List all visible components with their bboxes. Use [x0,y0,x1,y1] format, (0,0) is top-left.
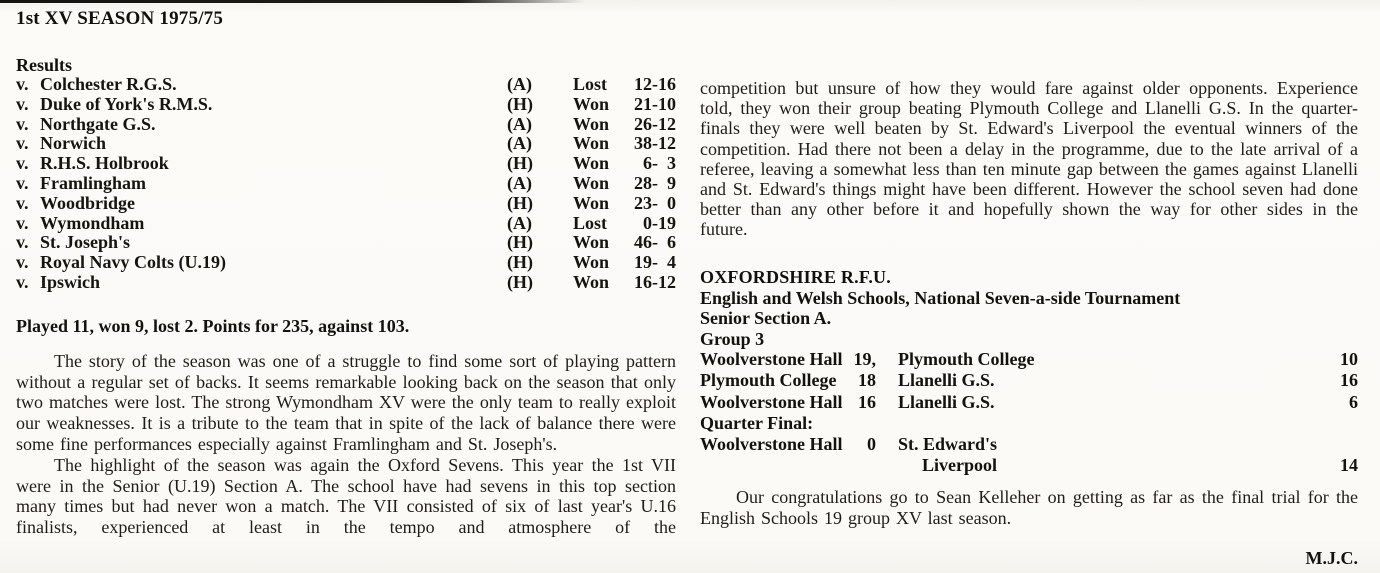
venue: (A) [507,113,532,134]
score [625,115,676,135]
versus-label: v. [16,113,29,134]
score-separator: - [652,192,658,213]
venue: (H) [507,252,533,273]
outcome: Won [573,232,610,253]
oxfordshire-heading: OXFORDSHIRE R.F.U. [700,266,891,287]
versus-label: v. [16,74,29,94]
score [625,273,676,293]
versus-label: v. [16,212,29,233]
points-for: 46 [634,232,652,253]
outcome: Won [573,133,610,154]
season-paragraph-1: The story of the season was one of a struggle to find some sort of playing pattern without a regular set of backs. It seems remarkable looking back on the season that only two matches were lost. The strong Wymondham XV were the only team to really exploit our weaknesses. It is a tribute to the team that in spite of the lack of balance there were some fine performances especially against Framlingham and St. Joseph's. [16,350,676,454]
opponent-name: Northgate G.S. [40,113,156,134]
venue: (A) [507,133,532,154]
opponent-name: Colchester R.G.S. [40,74,177,94]
away-team: St. Edward's [898,433,998,454]
away-team: Llanelli G.S. [898,391,995,412]
score [625,95,676,115]
away-score: 6 [1349,391,1358,412]
points-for: 19 [634,252,652,273]
points-for: 12 [634,74,652,94]
outcome: Won [573,113,610,134]
away-team: Plymouth College [898,349,1035,370]
score [625,253,676,273]
result-row [16,273,676,293]
venue: (H) [507,232,533,253]
score [625,194,676,214]
points-against: 9 [667,172,676,193]
opponent-name: Duke of York's R.M.S. [40,93,213,114]
points-for: 26 [634,113,652,134]
home-team: Woolverstone Hall [700,349,843,370]
score-separator: - [652,153,658,174]
points-against: 16 [658,74,676,94]
result-row [16,233,676,253]
result-row [16,253,676,273]
result-row [16,194,676,214]
venue: (H) [507,271,533,292]
tournament-subheading: English and Welsh Schools, National Seven-a-side Tournament [700,287,1181,308]
quarter-final-row [700,434,1358,455]
opponent-name: Royal Navy Colts (U.19) [40,252,226,273]
continuation-paragraph: competition but unsure of how they would fare against older opponents. Experience told, they won their group beating Plymouth College and Llanelli G.S. In the quarter-finals they were well beaten by St. Edward's Liverpool the eventual winners of the competition. Had there not been a delay in the programme, due to the late arrival of a referee, leaving a somewhat less than ten minute gap between the games against Llanelli and St. Edward's things might have been different. However the school seven had done better than any other before it and hopefully shown the way for other sides in the future. [700,78,1358,240]
points-for: 0 [643,212,652,233]
score-separator: - [652,271,658,292]
score [625,134,676,154]
points-against: 12 [658,113,676,134]
results-heading: Results [16,55,73,75]
points-against: 3 [667,153,676,174]
score [625,75,676,95]
result-row [16,214,676,234]
senior-section-label: Senior Section A. [700,308,832,329]
opponent-name: Framlingham [40,172,146,193]
score [625,214,676,234]
outcome: Won [573,271,610,292]
versus-label: v. [16,232,29,253]
score-separator: - [652,212,658,233]
outcome: Won [573,153,610,174]
group-result-row [700,349,1358,370]
opponent-name: R.H.S. Holbrook [40,153,169,174]
venue: (A) [507,212,532,233]
author-initials: M.J.C. [1305,548,1358,569]
outcome: Won [573,192,610,213]
venue: (A) [507,74,532,94]
away-team-second-line: Liverpool [922,455,997,476]
versus-label: v. [16,271,29,292]
versus-label: v. [16,192,29,213]
versus-label: v. [16,172,29,193]
home-team: Plymouth College [700,370,837,391]
quarter-final-row-continued [700,455,1358,476]
home-team: Woolverstone Hall [700,391,843,412]
group-result-row [700,392,1358,413]
points-for: 38 [634,133,652,154]
opponent-name: Ipswich [40,271,101,292]
points-for: 21 [634,93,652,114]
result-row [16,95,676,115]
venue: (A) [507,172,532,193]
season-summary: Played 11, won 9, lost 2. Points for 235, against 103. [16,315,410,336]
versus-label: v. [16,133,29,154]
left-column [16,8,676,538]
points-for: 6 [643,153,652,174]
venue: (H) [507,153,533,174]
season-paragraph-2: The highlight of the season was again the Oxford Sevens. This year the 1st VII were in the Senior (U.19) Section A. The school have had sevens in this top section many times but had never won a match. The VII consisted of six of last year's U.16 finalists, experienced at least in the tempo and atmosphere of the [16,454,676,538]
page-title: 1st XV SEASON 1975/75 [16,8,224,29]
home-score: 19, [853,349,876,370]
score [625,174,676,194]
opponent-name: St. Joseph's [40,232,131,253]
points-for: 23 [634,192,652,213]
opponent-name: Woodbridge [40,192,136,213]
right-column [700,78,1358,569]
away-score: 16 [1340,370,1358,391]
quarter-final-label: Quarter Final: [700,412,814,433]
points-against: 19 [658,212,676,233]
group-result-row [700,370,1358,391]
result-row [16,75,676,95]
score [625,154,676,174]
score-separator: - [652,172,658,193]
opponent-name: Wymondham [40,212,145,233]
points-against: 6 [667,232,676,253]
points-for: 28 [634,172,652,193]
home-score: 16 [858,391,876,412]
points-against: 12 [658,271,676,292]
result-row [16,134,676,154]
outcome: Won [573,172,610,193]
versus-label: v. [16,93,29,114]
result-row [16,115,676,135]
score-separator: - [652,113,658,134]
points-against: 12 [658,133,676,154]
versus-label: v. [16,252,29,273]
scan-edge-artifact [0,0,585,3]
outcome: Won [573,252,610,273]
outcome: Won [573,93,610,114]
opponent-name: Norwich [40,133,106,154]
group-label: Group 3 [700,328,765,349]
outcome: Lost [573,212,608,233]
result-row [16,154,676,174]
venue: (H) [507,192,533,213]
group-results-table [700,349,1358,413]
score [625,233,676,253]
score-separator: - [652,133,658,154]
results-table [16,75,676,293]
versus-label: v. [16,153,29,174]
score-separator: - [652,232,658,253]
score-separator: - [652,252,658,273]
home-score: 18 [858,370,876,391]
quarter-final-table [700,434,1358,476]
congratulations-paragraph: Our congratulations go to Sean Kelleher on getting as far as the final trial for the English Schools 19 group XV last season. [700,487,1358,529]
away-team: Llanelli G.S. [898,370,995,391]
score-separator: - [652,93,658,114]
home-score: 0 [867,433,876,454]
outcome: Lost [573,74,608,94]
points-against: 4 [667,252,676,273]
score-separator: - [652,74,658,94]
result-row [16,174,676,194]
points-for: 16 [634,271,652,292]
venue: (H) [507,93,533,114]
away-score: 10 [1340,349,1358,370]
away-score: 14 [1340,455,1358,476]
points-against: 10 [658,93,676,114]
points-against: 0 [667,192,676,213]
home-team: Woolverstone Hall [700,433,843,454]
